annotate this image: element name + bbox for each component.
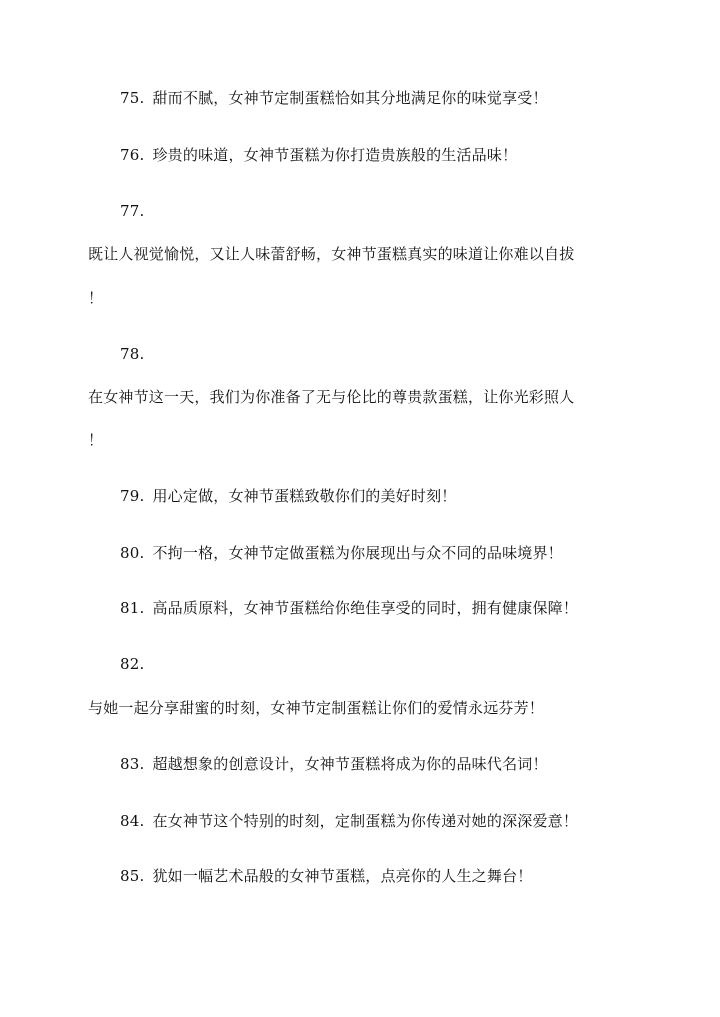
list-item-83: [120, 754, 548, 774]
list-item-82-text: [88, 698, 544, 718]
list-item-78-text: [88, 387, 574, 407]
item-number: 77.: [120, 202, 145, 220]
list-item-80: [120, 543, 563, 563]
item-text: 在女神节这一天，我们为你准备了无与伦比的尊贵款蛋糕，让你光彩照人: [88, 388, 575, 406]
list-item-84: [120, 811, 578, 831]
item-text: 甜而不腻，女神节定制蛋糕恰如其分地满足你的味觉享受！: [152, 89, 548, 107]
list-item-81: [120, 598, 578, 618]
list-item-77-text: [88, 244, 574, 264]
item-number: 75.: [120, 89, 145, 107]
list-item-85: [120, 866, 532, 886]
list-item-82-number: [120, 654, 144, 674]
list-item-75: [120, 88, 548, 108]
item-text: 既让人视觉愉悦，又让人味蕾舒畅，女神节蛋糕真实的味道让你难以自拔: [88, 245, 575, 263]
item-number: 84.: [120, 812, 145, 830]
item-text: 高品质原料，女神节蛋糕给你绝佳享受的同时，拥有健康保障！: [152, 599, 579, 617]
item-number: 76.: [120, 146, 145, 164]
list-item-77-text-continued: [88, 288, 103, 308]
item-number: 79.: [120, 487, 145, 505]
list-item-78-text-continued: [88, 430, 103, 450]
list-item-77-number: [120, 201, 144, 221]
item-text: 犹如一幅艺术品般的女神节蛋糕，点亮你的人生之舞台！: [152, 867, 533, 885]
item-number: 83.: [120, 755, 145, 773]
item-text: 超越想象的创意设计，女神节蛋糕将成为你的品味代名词！: [152, 755, 548, 773]
list-item-76: [120, 145, 517, 165]
item-text: 与她一起分享甜蜜的时刻，女神节定制蛋糕让你们的爱情永远芬芳！: [88, 699, 545, 717]
list-item-78-number: [120, 344, 144, 364]
item-text: ！: [88, 431, 104, 449]
item-number: 78.: [120, 345, 145, 363]
list-item-79: [120, 486, 456, 506]
item-number: 80.: [120, 544, 145, 562]
item-text: ！: [88, 289, 104, 307]
item-text: 珍贵的味道，女神节蛋糕为你打造贵族般的生活品味！: [152, 146, 518, 164]
item-number: 85.: [120, 867, 145, 885]
item-number: 81.: [120, 599, 145, 617]
item-number: 82.: [120, 655, 145, 673]
item-text: 不拘一格，女神节定做蛋糕为你展现出与众不同的品味境界！: [152, 544, 563, 562]
item-text: 用心定做，女神节蛋糕致敬你们的美好时刻！: [152, 487, 457, 505]
item-text: 在女神节这个特别的时刻，定制蛋糕为你传递对她的深深爱意！: [152, 812, 579, 830]
